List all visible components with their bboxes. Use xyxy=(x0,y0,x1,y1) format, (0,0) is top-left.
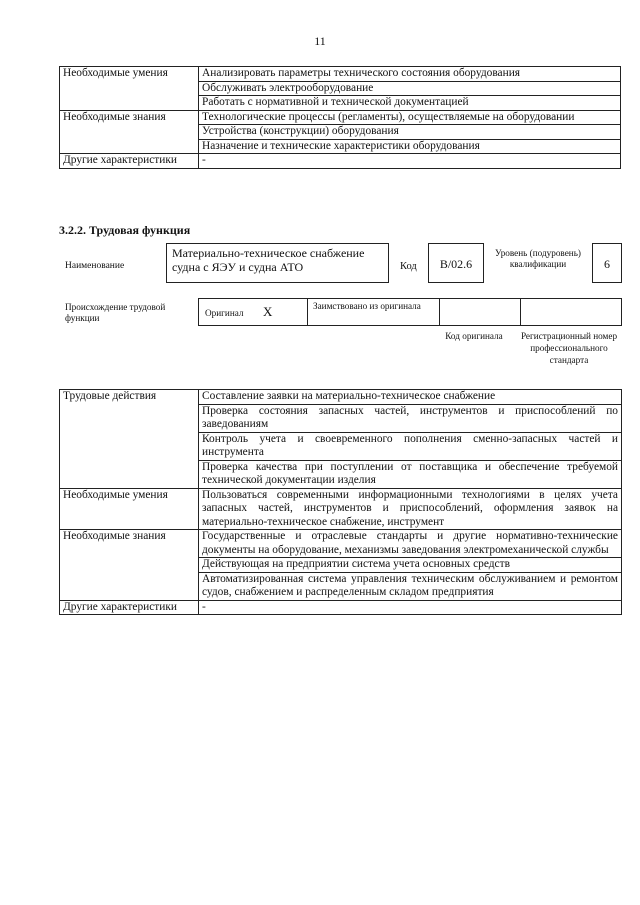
table-cell: Государственные и отраслевые стандарты и другие нормативно-технические документы на оборудование, механизмы заведования электромеханической службы xyxy=(199,530,622,558)
function-name-box: Материально-техническое снабжение судна с ЯЭУ и судна АТО xyxy=(166,243,389,283)
divider xyxy=(307,299,308,325)
name-label: Наименование xyxy=(65,261,125,271)
labor-function-table xyxy=(59,389,622,615)
table-row xyxy=(60,488,622,530)
origin-box xyxy=(198,298,622,326)
divider xyxy=(439,299,440,325)
table-cell: - xyxy=(199,600,622,615)
code-original-caption: Код оригинала xyxy=(445,331,503,341)
table-cell: Автоматизированная система управления техническим обслуживанием и ремонтом судов, снабжением и распределенным складом предприятия xyxy=(199,572,622,600)
table-cell: Назначение и технические характеристики оборудования xyxy=(199,139,621,154)
table-cell: Обслуживать электрооборудование xyxy=(199,81,621,96)
original-label: Оригинал xyxy=(205,308,244,318)
table-cell: Контроль учета и своевременного пополнения сменно-запасных частей и инструмента xyxy=(199,432,622,460)
table-cell: Технологические процессы (регламенты), осуществляемые на оборудовании xyxy=(199,110,621,125)
table-row xyxy=(60,154,621,169)
row-label: Необходимые знания xyxy=(60,110,199,154)
row-label: Трудовые действия xyxy=(60,390,199,489)
reg-number-caption: Регистрационный номер профессионального стандарта xyxy=(520,331,618,365)
divider xyxy=(520,299,521,325)
origin-label: Происхождение трудовой функции xyxy=(65,302,166,323)
table-cell: Действующая на предприятии система учета основных средств xyxy=(199,558,622,573)
row-label: Другие характеристики xyxy=(60,154,199,169)
borrowed-label: Заимствовано из оригинала xyxy=(313,301,421,311)
row-label: Необходимые знания xyxy=(60,530,199,601)
table-row xyxy=(60,530,622,558)
table-cell: Проверка состояния запасных частей, инструментов и приспособлений по заведованиям xyxy=(199,404,622,432)
skills-table-previous xyxy=(59,66,621,169)
table-cell: Проверка качества при поступлении от поставщика и обеспечение требуемой технической документации изделия xyxy=(199,460,622,488)
level-value-box: 6 xyxy=(592,243,622,283)
row-label: Необходимые умения xyxy=(60,67,199,111)
table-row xyxy=(60,390,622,405)
table-cell: Устройства (конструкции) оборудования xyxy=(199,125,621,140)
table-cell: - xyxy=(199,154,621,169)
section-title: 3.2.2. Трудовая функция xyxy=(59,223,191,237)
table-row xyxy=(60,600,622,615)
table-row xyxy=(60,67,621,82)
level-label: Уровень (подуровень) квалификации xyxy=(495,248,581,269)
page-number: 11 xyxy=(314,34,326,48)
original-mark: X xyxy=(263,304,273,319)
row-label: Необходимые умения xyxy=(60,488,199,530)
row-label: Другие характеристики xyxy=(60,600,199,615)
code-label: Код xyxy=(400,261,417,272)
table-cell: Анализировать параметры технического состояния оборудования xyxy=(199,67,621,82)
table-cell: Составление заявки на материально-техническое снабжение xyxy=(199,390,622,405)
code-value-box: B/02.6 xyxy=(428,243,484,283)
table-cell: Пользоваться современными информационными технологиями в целях учета запасных частей, инструментов и приспособлений, оформления заявок на материально-техническое снабжение, инструмент xyxy=(199,488,622,530)
table-cell: Работать с нормативной и технической документацией xyxy=(199,96,621,111)
table-row xyxy=(60,110,621,125)
